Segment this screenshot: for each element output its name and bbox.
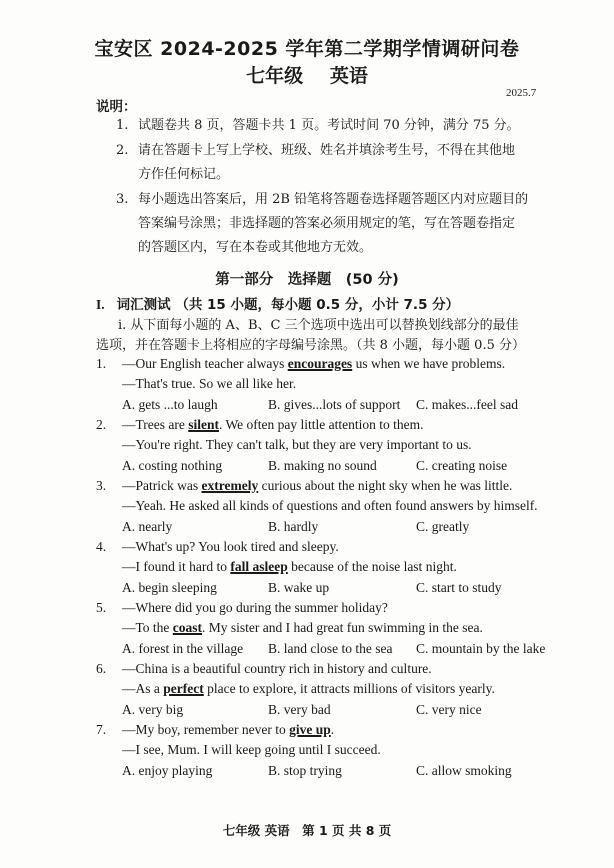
option-c[interactable]: C. greatly [416, 518, 470, 534]
question-5: 5. —Where did you go during the summer holiday? —To the coast. My sister and I had great fun swimming in the sea. A. forest in the village B. land close to the sea C. mountain by the lake [96, 598, 566, 659]
option-b[interactable]: B. wake up [268, 579, 330, 595]
underlined-word: fall asleep [230, 559, 288, 575]
option-c[interactable]: C. mountain by the lake [416, 640, 546, 656]
underlined-word: give up [289, 722, 331, 737]
options-row [96, 700, 566, 720]
grade-label: 七年级 [246, 65, 304, 87]
options-row [96, 456, 566, 476]
option-c[interactable]: C. makes...feel sad [416, 396, 518, 412]
option-c[interactable]: C. creating noise [416, 457, 508, 473]
underlined-word: perfect [163, 681, 204, 697]
question-7: 7. —My boy, remember never to give up. —I see, Mum. I will keep going until I succeed. A. enjoy playing B. stop trying C. allow smoking [96, 720, 566, 781]
section-title: I. 词汇测试 （共 15 小题，每小题 0.5 分，小计 7.5 分） [96, 297, 460, 313]
question-1: 1. —Our English teacher always encourages us when we have problems. —That's true. So we all like her. A. gets ...to laugh B. gives...lots of support C. makes...feel sad [96, 354, 566, 415]
option-b[interactable]: B. very bad [268, 701, 331, 717]
option-b[interactable]: B. hardly [268, 518, 319, 534]
instructions-label: 说明： [96, 99, 137, 115]
option-b[interactable]: B. gives...lots of support [268, 396, 401, 412]
option-b[interactable]: B. stop trying [268, 762, 342, 778]
option-a[interactable]: A. forest in the village [122, 640, 244, 656]
subject-label: 英语 [329, 65, 368, 87]
option-a[interactable]: A. gets ...to laugh [122, 396, 218, 412]
option-a[interactable]: A. begin sleeping [122, 579, 217, 595]
instruction-item-3: 3. 每小题选出答案后，用 2B 铅笔将答题卷选择题答题区内对应题目的 [116, 192, 529, 207]
instruction-item-1: 1. 试题卷共 8 页，答题卡共 1 页。考试时间 70 分钟，满分 75 分。 [116, 118, 520, 133]
options-row [96, 761, 566, 781]
options-row [96, 639, 566, 659]
exam-subtitle [0, 61, 614, 88]
underlined-word: encourages [287, 356, 353, 371]
page-footer: 七年级 英语 第 1 页 共 8 页 [222, 823, 392, 838]
option-a[interactable]: A. nearly [122, 518, 173, 534]
option-c[interactable]: C. start to study [416, 579, 502, 595]
options-row [96, 395, 566, 415]
question-4: 4. —What's up? You look tired and sleepy. —I found it hard to fall asleep because of the noise last night. A. begin sleeping B. wake up C. start to study [96, 537, 566, 598]
instruction-item-2: 2. 请在答题卡上写上学校、班级、姓名并填涂考生号，不得在其他地 [116, 143, 516, 158]
question-3: 3. —Patrick was extremely curious about the night sky when he was little. —Yeah. He asked all kinds of questions and often found answers by himself. A. nearly B. hardly C. greatly [96, 476, 566, 537]
exam-title: 宝安区 2024-2025 学年第二学期学情调研问卷 [94, 38, 520, 60]
option-b[interactable]: B. making no sound [268, 457, 377, 473]
option-a[interactable]: A. enjoy playing [122, 762, 213, 778]
option-c[interactable]: C. allow smoking [416, 762, 512, 778]
exam-date: 2025.7 [506, 87, 537, 99]
instruction-item-3-cont2: 的答题区内，写在本卷或其他地方无效。 [138, 240, 373, 255]
question-2: 2. —Trees are silent. We often pay little attention to them. —You're right. They can't talk, but they are very important to us. A. costing nothing B. making no sound C. creating noise [96, 415, 566, 476]
instruction-item-2-cont: 方作任何标记。 [138, 167, 230, 182]
option-b[interactable]: B. land close to the sea [268, 640, 393, 656]
part-title: 第一部分 选择题 (50 分) [215, 272, 399, 288]
option-a[interactable]: A. very big [122, 701, 184, 717]
option-a[interactable]: A. costing nothing [122, 457, 223, 473]
section-sub-instructions: i. 从下面每小题的 A、B、C 三个选项中选出可以替换划线部分的最佳 选项，并在答题卡上将相应的字母编号涂黑。（共 8 小题，每小题 0.5 分） [96, 318, 525, 353]
option-c[interactable]: C. very nice [416, 701, 482, 717]
options-row [96, 517, 566, 537]
options-row [96, 578, 566, 598]
question-6: 6. —China is a beautiful country rich in history and culture. —As a perfect place to explore, it attracts millions of visitors yearly. A. very big B. very bad C. very nice [96, 659, 566, 720]
instruction-item-3-cont1: 答案编号涂黑；非选择题的答案必须用规定的笔，写在答题卷指定 [138, 216, 516, 231]
underlined-word: silent [188, 417, 219, 432]
underlined-word: coast [172, 620, 203, 636]
underlined-word: extremely [201, 478, 259, 493]
